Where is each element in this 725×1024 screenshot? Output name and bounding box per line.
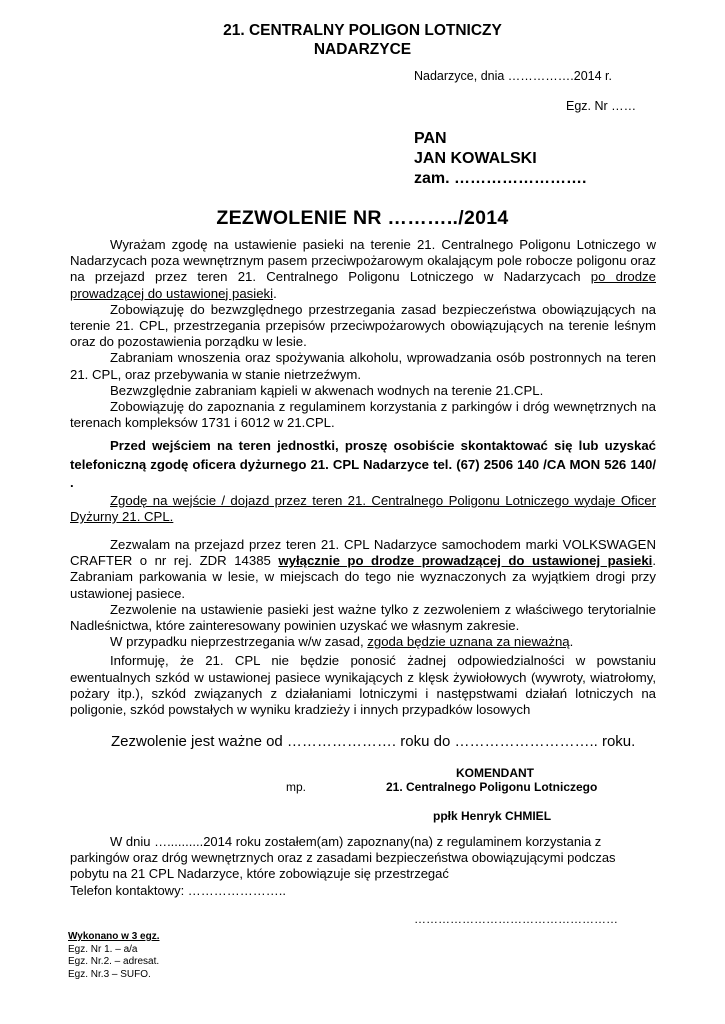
distribution-copy-3: Egz. Nr.3 – SUFO. <box>68 968 151 980</box>
body-contact <box>70 437 656 526</box>
stamp-place: mp. <box>286 780 307 794</box>
paragraph-regulations: Zobowiązuję do zapoznania z regulaminem korzystania z parkingów i dróg wewnętrznych na terenach kompleksów 1731 i 6012 w 21.CPL. <box>70 399 656 431</box>
paragraph-violation: W przypadku nieprzestrzegania w/w zasad, zgoda będzie uznana za nieważną. <box>110 634 574 650</box>
distribution-heading: Wykonano w 3 egz. <box>68 931 160 942</box>
paragraph-vehicle: Zezwalam na przejazd przez teren 21. CPL Nadarzyce samochodem marki VOLKSWAGEN CRAFTER o nr rej. ZDR 14385 wyłącznie po drodze prowadzącej do ustawionej pasieki. Zabraniam parkowania w lesie, w miejscach do tego nie wyznaczonych za wyjątkiem drogi przy ustawionej pasiece. <box>70 537 656 601</box>
paragraph-forestry: Zezwolenie na ustawienie pasieki jest ważne tylko z zezwoleniem z właściwego terytorialnie Nadleśnictwa, które zainteresowany powinien uzyskać we własnym zakresie. <box>70 601 656 634</box>
copy-number: Egz. Nr …… <box>566 99 637 113</box>
validity-line: Zezwolenie jest ważne od …………………. roku do ……………………….. roku. <box>111 733 636 750</box>
header-location: NADARZYCE <box>313 41 412 58</box>
distribution-copy-2: Egz. Nr.2. – adresat. <box>68 956 160 967</box>
addressee-title: PAN <box>414 130 447 147</box>
signature-role: KOMENDANT <box>456 766 534 780</box>
paragraph-safety: Zobowiązuję do bezwzględnego przestrzegania zasad bezpieczeństwa obowiązujących na terenie 21. CPL, przestrzegania przepisów przeciwpożarowych obowiązujących na terenie leśnym oraz do pozostawienia porządku w lesie. <box>70 301 656 350</box>
paragraph-consent: Wyrażam zgodę na ustawienie pasieki na terenie 21. Centralnego Poligonu Lotniczego w Nadarzycach poza wewnętrznym pasem przeciwpożarowym okalającym pole robocze poligonu oraz na przejazd przez teren 21. Centralnego Poligonu Lotniczego w Nadarzycach po drodze prowadzącej do ustawionej pasieki. <box>70 237 656 301</box>
acknowledgement <box>70 834 656 899</box>
paragraph-alcohol: Zabraniam wnoszenia oraz spożywania alkoholu, wprowadzania osób postronnych na teren 21. CPL, oraz przebywania w stanie nietrzeźwym. <box>70 350 656 382</box>
addressee-name: JAN KOWALSKI <box>414 150 537 167</box>
document-title: ZEZWOLENIE NR ………../2014 <box>216 207 509 229</box>
addressee-address: zam. ……………………. <box>414 170 587 187</box>
header-unit-name: 21. CENTRALNY POLIGON LOTNICZY <box>223 22 502 39</box>
paragraph-entry-permission: Zgodę na wejście / dojazd przez teren 21. Centralnego Poligonu Lotniczego wydaje Oficer Dyżurny 21. CPL. <box>70 492 656 524</box>
acknowledgement-text: W dniu …..........2014 roku zostałem(am) zapoznany(na) z regulaminem korzystania z parkingów oraz dróg wewnętrznych oraz z zasadami bezpieczeństwa obowiązującymi podczas pobytu na 21 CPL Nadarzyce, które zobowiązuje się przestrzegać <box>70 834 616 882</box>
body-vehicle <box>70 537 656 718</box>
paragraph-bathing: Bezwzględnie zabraniam kąpieli w akwenach wodnych na terenie 21.CPL. <box>110 382 544 398</box>
signature-unit: 21. Centralnego Poligonu Lotniczego <box>386 780 598 794</box>
signature-name: ppłk Henryk CHMIEL <box>433 809 552 823</box>
body-main <box>70 237 656 431</box>
contact-phone: Telefon kontaktowy: ………………….. <box>70 882 287 898</box>
paragraph-liability: Informuję, że 21. CPL nie będzie ponosić żadnej odpowiedzialności w powstaniu ewentualnych szkód w ustawionej pasiece wynikających z klęsk żywiołowych (wywroty, wiatrołomy, pożary itp.), szkód związanych z działaniami lotniczymi i następstwami działań lotniczych na poligonie, szkód powstałych w wyniku kradzieży i innych przypadków losowych <box>70 653 656 718</box>
paragraph-contact-officer: Przed wejściem na teren jednostki, proszę osobiście skontaktować się lub uzyskać telefoniczną zgodę oficera dyżurnego 21. CPL Nadarzyce tel. (67) 2506 140 /CA MON 526 140/ . <box>70 438 656 490</box>
distribution-copy-1: Egz. Nr 1. – a/a <box>68 943 138 955</box>
distribution-list <box>68 931 160 981</box>
date-line: Nadarzyce, dnia …………….2014 r. <box>414 69 612 83</box>
acknowledgement-signature-line: …………………………………………… <box>414 912 618 926</box>
